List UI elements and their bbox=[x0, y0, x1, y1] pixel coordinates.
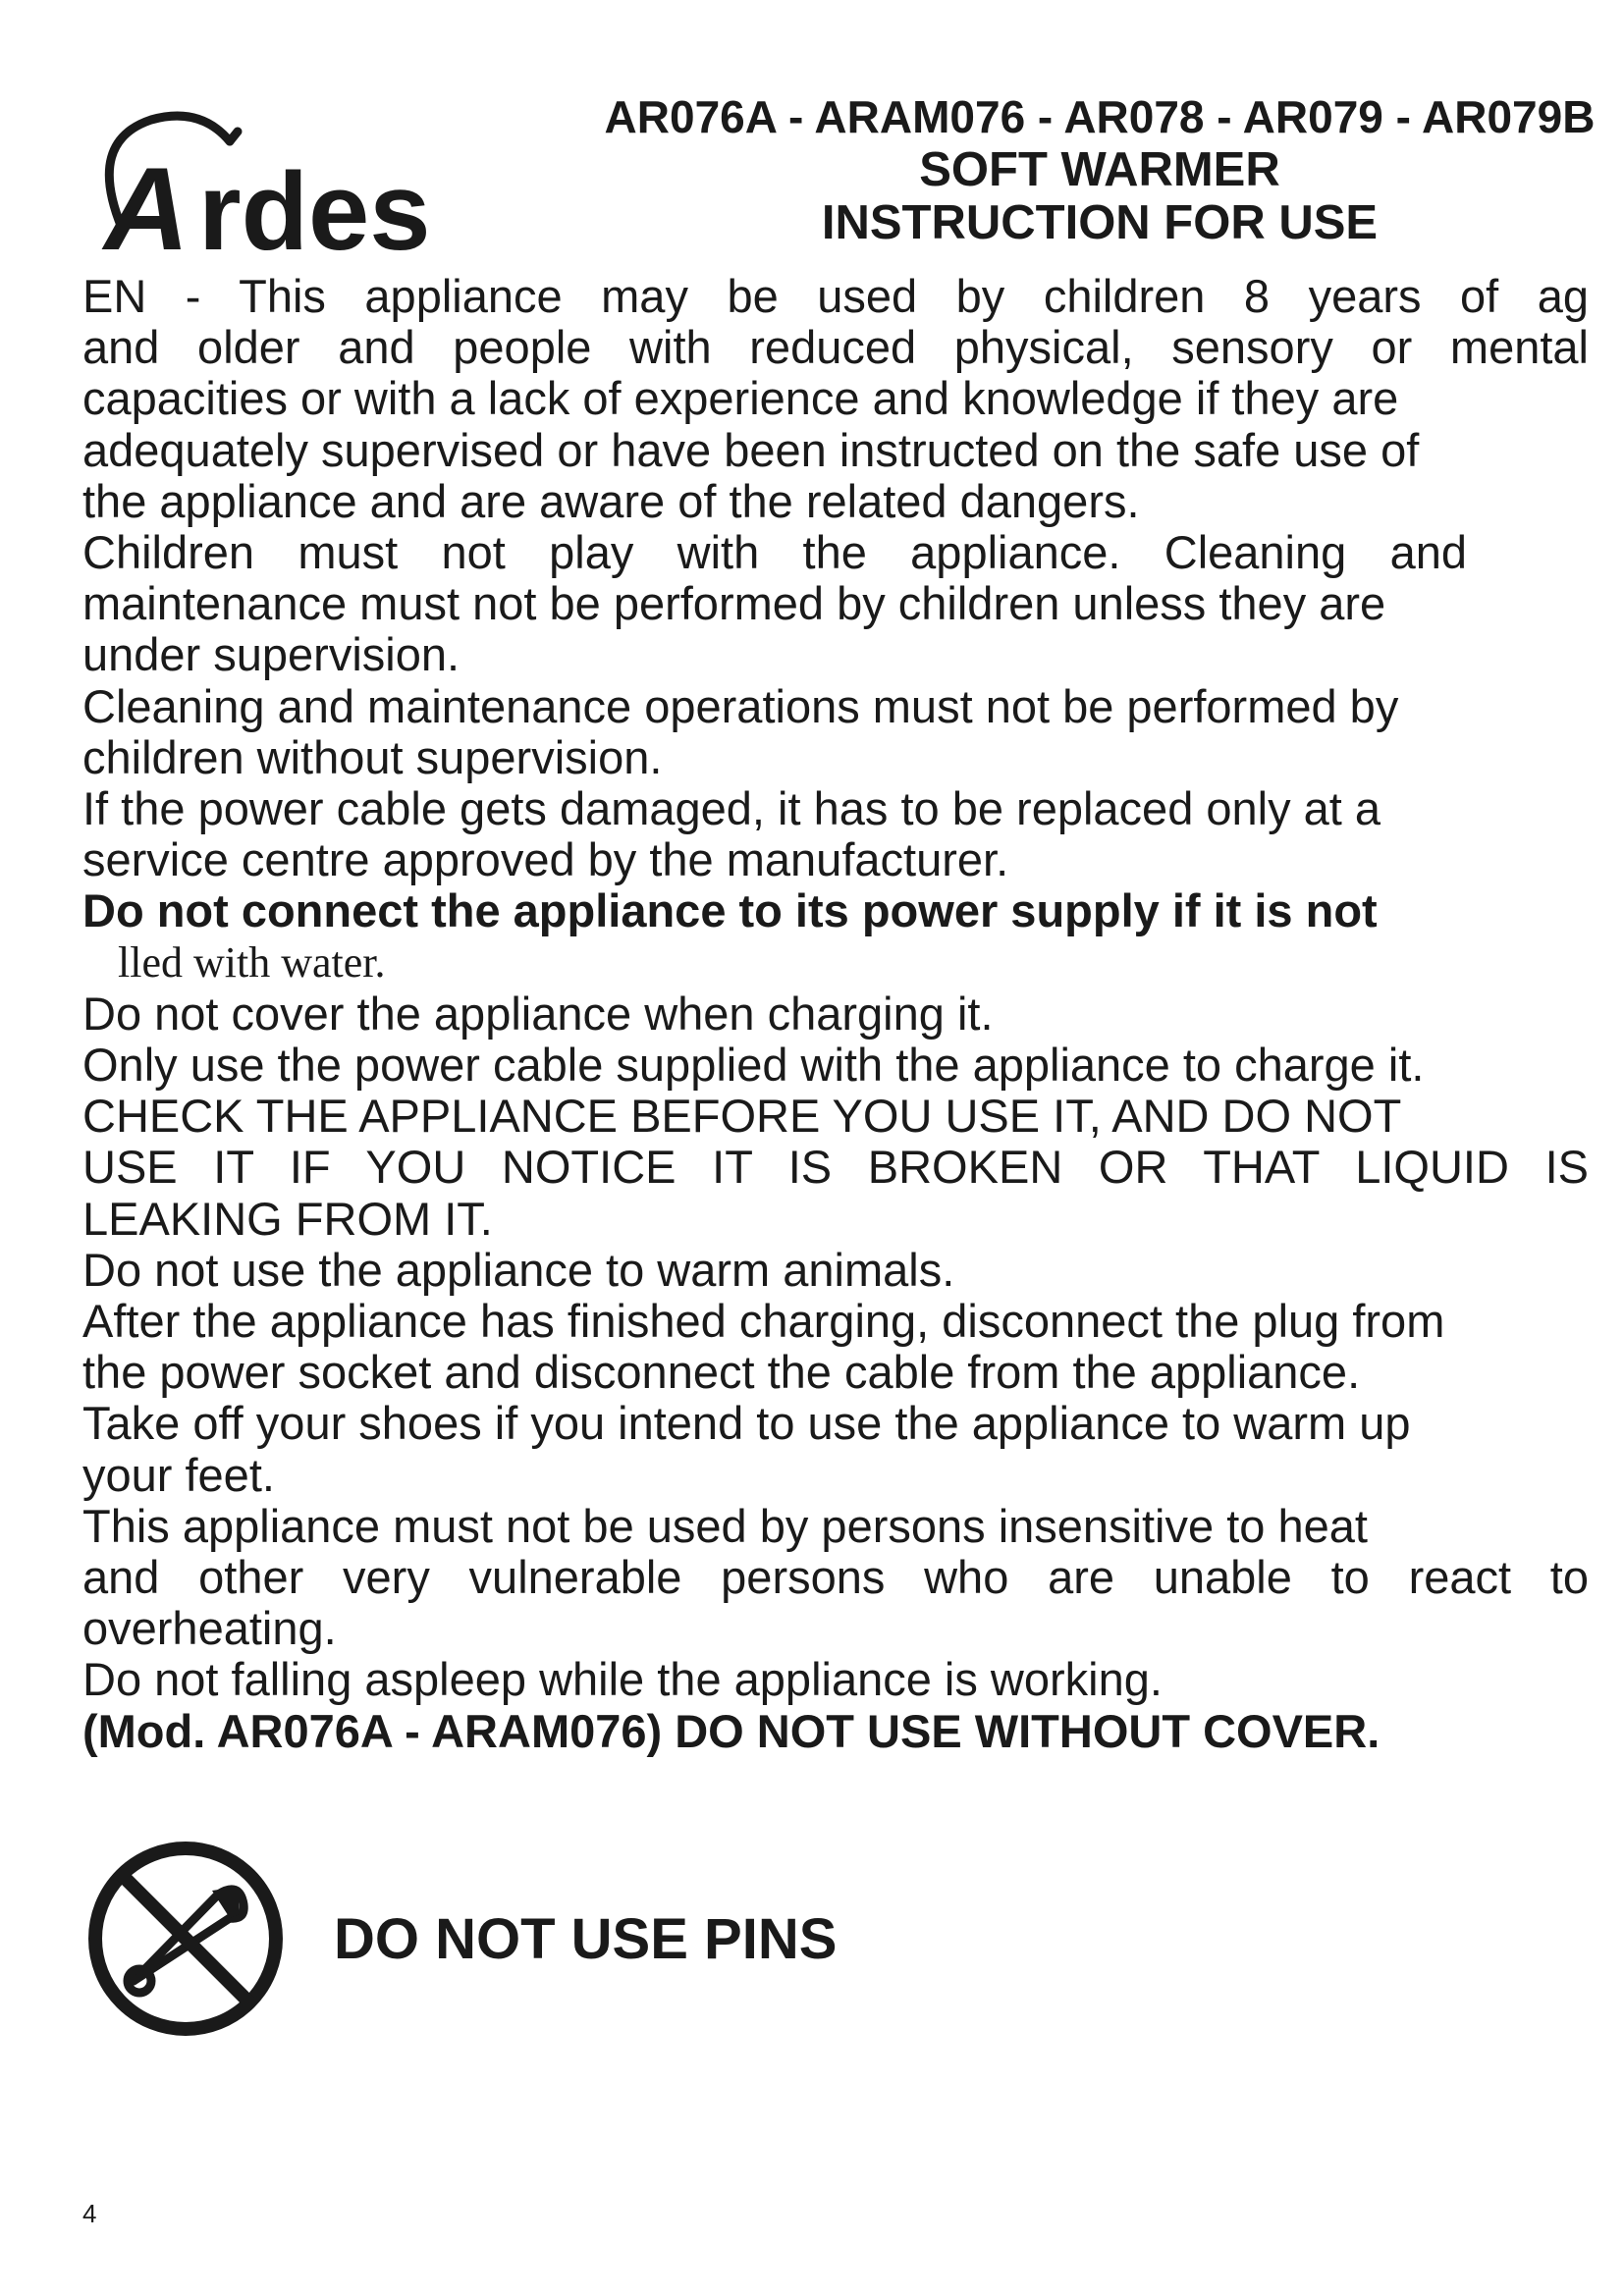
text-line: the appliance and are aware of the related dangers. bbox=[82, 475, 1140, 527]
text-line: maintenance must not be performed by children unless they are bbox=[82, 578, 1386, 630]
text-line: Do not use the appliance to warm animals. bbox=[82, 1244, 955, 1296]
text-line: Cleaning and maintenance operations must not be performed by bbox=[82, 680, 1399, 732]
text-line: overheating. bbox=[82, 1603, 337, 1655]
instructions-text bbox=[82, 271, 1589, 1757]
text-line: your feet. bbox=[82, 1449, 275, 1501]
text-line: After the appliance has finished charging, disconnect the plug from bbox=[82, 1296, 1445, 1348]
text-line: lled with water. bbox=[118, 937, 386, 987]
warning-text: DO NOT USE PINS bbox=[334, 1907, 838, 1971]
text-line-bold: Do not connect the appliance to its power supply if it is not bbox=[82, 885, 1378, 937]
ardes-logo bbox=[82, 102, 436, 259]
text-line: the power socket and disconnect the cable from the appliance. bbox=[82, 1347, 1361, 1399]
svg-text:A: A bbox=[104, 143, 189, 259]
text-line: service centre approved by the manufacturer. bbox=[82, 834, 1009, 886]
svg-text:rdes: rdes bbox=[198, 150, 431, 259]
brand-logo bbox=[82, 102, 436, 259]
text-line: This appliance must not be used by persons insensitive to heat bbox=[82, 1500, 1368, 1552]
text-line: Do not falling aspleep while the appliance is working. bbox=[82, 1654, 1163, 1706]
text-line: USE IT IF YOU NOTICE IT IS BROKEN OR THAT LIQUID IS bbox=[82, 1142, 1589, 1194]
text-line: Only use the power cable supplied with the appliance to charge it. bbox=[82, 1040, 1425, 1092]
text-line-bold: (Mod. AR076A - ARAM076) DO NOT USE WITHOUT COVER. bbox=[82, 1705, 1380, 1757]
text-line: EN - This appliance may be used by children 8 years of ag bbox=[82, 271, 1589, 322]
no-pins-icon bbox=[82, 1836, 289, 2042]
text-line: CHECK THE APPLIANCE BEFORE YOU USE IT, AND DO NOT bbox=[82, 1091, 1402, 1143]
page-number: 4 bbox=[82, 2199, 97, 2228]
warning-block bbox=[82, 1836, 868, 2042]
text-line: capacities or with a lack of experience and knowledge if they are bbox=[82, 373, 1399, 425]
document-type: INSTRUCTION FOR USE bbox=[821, 196, 1379, 249]
text-line: and other very vulnerable persons who are unable to react to bbox=[82, 1552, 1589, 1604]
text-line: Do not cover the appliance when charging it. bbox=[82, 988, 994, 1040]
text-line: Take off your shoes if you intend to use the appliance to warm up bbox=[82, 1398, 1411, 1450]
model-numbers: AR076A - ARAM076 - AR078 - AR079 - AR079B bbox=[604, 91, 1596, 142]
text-line: Children must not play with the appliance. Cleaning and bbox=[82, 527, 1467, 579]
text-line: children without supervision. bbox=[82, 731, 663, 783]
text-line: and older and people with reduced physical, sensory or mental bbox=[82, 322, 1589, 374]
document-header bbox=[452, 90, 1610, 249]
text-line: under supervision. bbox=[82, 629, 460, 681]
text-line: LEAKING FROM IT. bbox=[82, 1193, 493, 1245]
product-name: SOFT WARMER bbox=[919, 143, 1280, 196]
text-line: If the power cable gets damaged, it has to be replaced only at a bbox=[82, 783, 1381, 835]
text-line: adequately supervised or have been instructed on the safe use of bbox=[82, 424, 1420, 476]
